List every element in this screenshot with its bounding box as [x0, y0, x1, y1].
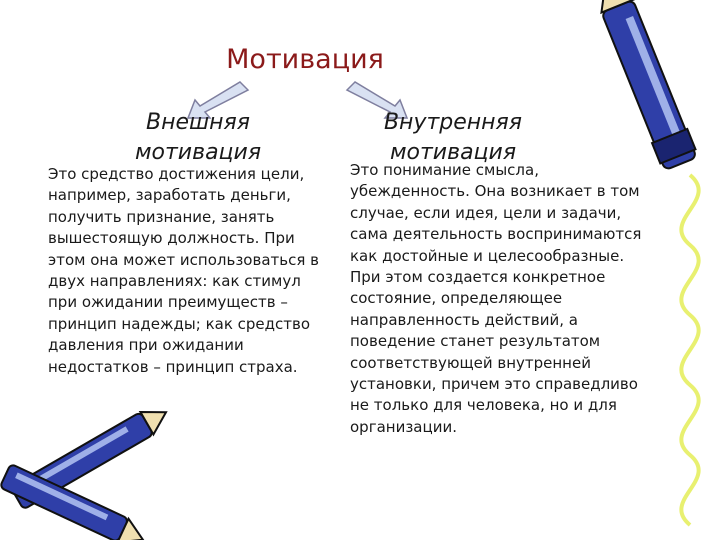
external-heading: Внешняя мотивация [134, 110, 262, 165]
external-text: Это средство достижения цели, например, заработать деньги, получить признание, занять вышестоящую должность. При этом она может использоваться в двух направлениях: как стимул при ожидании преимуществ – принцип надежды; как средство давления при ожидании недостатков – принцип страха. [48, 165, 319, 376]
internal-heading: Внутренняя мотивация [383, 110, 523, 165]
page-title: Мотивация [226, 44, 384, 75]
internal-text: Это понимание смысла, убежденность. Она возникает в том случае, если идея, цели и задачи, сама деятельность воспринимаются как достойные и целесообразные. При этом создается конкретное состояние, определяющее направленность действий, а поведение станет результатом соответствующей внутренней установки, причем это справедливо не только для человека, но и для организации. [350, 161, 642, 436]
